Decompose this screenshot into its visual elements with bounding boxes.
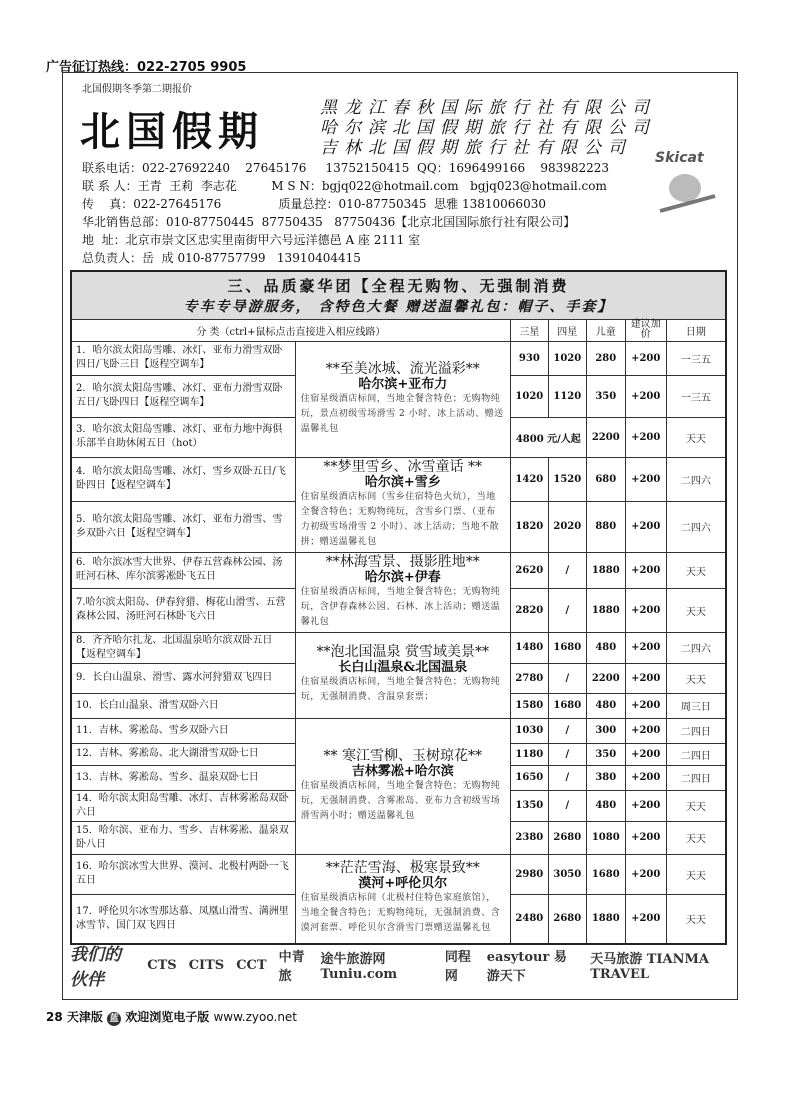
route-name[interactable]: 12．吉林、雾凇岛、北大湖滑雪双卧七日 — [71, 743, 295, 765]
description-route: 漠河+呼伦贝尔 — [358, 876, 448, 892]
price-child: 1880 — [586, 894, 625, 944]
edition-badge-icon: 蓝 — [107, 1012, 121, 1026]
skicat-mascot-icon: Skicat — [655, 150, 730, 220]
route-name[interactable]: 1．哈尔滨太阳岛雪雕、冰灯、亚布力滑雪双卧四日/飞卧三日【返程空调车】 — [71, 341, 295, 375]
departure-dates: 二四日 — [666, 743, 726, 765]
price-markup: +200 — [625, 894, 666, 944]
price-three-star: 2780 — [510, 663, 548, 693]
price-markup: +200 — [625, 552, 666, 589]
price-four-star: 1680 — [548, 693, 586, 718]
partner-logo-tuniu: 途牛旅游网 Tuniu.com — [320, 952, 398, 982]
price-markup: +200 — [625, 693, 666, 718]
price-child: 1080 — [586, 821, 625, 854]
price-child: 280 — [586, 341, 625, 375]
description-route: 哈尔滨+伊春 — [364, 569, 441, 585]
price-markup: +200 — [625, 501, 666, 552]
header-three-star: 三星 — [510, 319, 548, 341]
description-title: **梦里雪乡、冰雪童话 ** — [323, 458, 482, 475]
price-three-star: 1580 — [510, 693, 548, 718]
price-four-star: 1680 — [548, 632, 586, 663]
price-four-star: / — [548, 765, 586, 790]
partner-logo-tianma: 天马旅游 TIANMA TRAVEL — [590, 952, 709, 982]
price-child: 300 — [586, 718, 625, 743]
price-child: 1880 — [586, 552, 625, 589]
price-four-star: 2680 — [548, 821, 586, 854]
price-child: 350 — [586, 375, 625, 417]
price-three-star: 1030 — [510, 718, 548, 743]
company-name: 吉林北国假期旅行社有限公司 — [320, 138, 632, 158]
price-child: 680 — [586, 457, 625, 501]
price-markup: +200 — [625, 457, 666, 501]
price-three-star: 2380 — [510, 821, 548, 854]
table-row[interactable] — [71, 457, 726, 501]
price-markup: +200 — [625, 632, 666, 663]
description-route: 哈尔滨+亚布力 — [358, 376, 448, 392]
price-child: 1680 — [586, 854, 625, 894]
contact-fax: 传 真：022-27645176 质量总控：010-87750345 思雅 13810066030 — [82, 197, 546, 211]
price-three-star: 1020 — [510, 375, 548, 417]
price-four-star: / — [548, 552, 586, 589]
departure-dates: 天天 — [666, 663, 726, 693]
partner-logo-cyts: 中青旅 — [278, 950, 305, 984]
price-child: 2200 — [586, 663, 625, 693]
price-three-four-star: 4800 元/人起 — [510, 417, 586, 457]
description-detail: 住宿星级酒店标间，当地全餐含特色；无购物纯玩，无强制消费、含温泉套票； — [300, 677, 501, 702]
route-name[interactable]: 16．哈尔滨冰雪大世界、漠河、北极村两卧一飞五日 — [71, 854, 295, 894]
departure-dates: 二四六 — [666, 501, 726, 552]
price-four-star: / — [548, 718, 586, 743]
price-four-star: 1020 — [548, 341, 586, 375]
route-description — [295, 718, 510, 854]
price-markup: +200 — [625, 417, 666, 457]
price-three-star: 1350 — [510, 790, 548, 821]
departure-dates: 天天 — [666, 417, 726, 457]
partner-logo-easytour: easytour 易游天下 — [486, 950, 567, 984]
description-route: 哈尔滨+雪乡 — [364, 474, 441, 490]
price-three-star: 2480 — [510, 894, 548, 944]
section-banner: 三、品质豪华团【全程无购物、无强制消费 专车专导游服务， 含特色大餐 赠送温馨礼包：帽子、手套】 — [71, 271, 726, 319]
route-description — [295, 552, 510, 632]
price-markup: +200 — [625, 821, 666, 854]
partner-logo-tongcheng: 同程网 — [444, 950, 471, 984]
departure-dates: 二四日 — [666, 718, 726, 743]
description-title: **茫茫雪海、极寒景致** — [325, 860, 480, 877]
price-markup: +200 — [625, 663, 666, 693]
partner-logo-cct: CCT — [236, 957, 267, 973]
sales-hq: 华北销售总部：010-87750445 87750435 87750436【北京北国国际旅行社有限公司】 — [82, 215, 576, 229]
departure-dates: 天天 — [666, 589, 726, 632]
route-name[interactable]: 15．哈尔滨、亚布力、雪乡、吉林雾凇、温泉双卧八日 — [71, 821, 295, 854]
company-name: 黑龙江春秋国际旅行社有限公司 — [320, 98, 656, 118]
table-header — [71, 319, 726, 341]
price-child: 480 — [586, 790, 625, 821]
price-markup: +200 — [625, 718, 666, 743]
departure-dates: 周三日 — [666, 693, 726, 718]
price-child: 2200 — [586, 417, 625, 457]
price-four-star: 1520 — [548, 457, 586, 501]
website-link[interactable]: www.zyoo.net — [213, 1010, 298, 1024]
route-name[interactable]: 13．吉林、雾凇岛、雪乡、温泉双卧七日 — [71, 765, 295, 790]
ad-hotline: 广告征订热线：022-2705 9905 — [46, 60, 247, 75]
description-title: ** 寒江雪柳、玉树琼花** — [323, 747, 482, 764]
price-four-star: 3050 — [548, 854, 586, 894]
header-category: 分 类（ctrl+鼠标点击直接进入相应线路） — [71, 319, 510, 341]
price-child: 880 — [586, 501, 625, 552]
page-footer — [46, 1008, 297, 1026]
route-name[interactable]: 5．哈尔滨太阳岛雪雕、冰灯、亚布力滑雪、雪乡双卧六日【返程空调车】 — [71, 501, 295, 552]
address: 地 址：北京市崇文区忠实里南街甲六号远洋德邑 A 座 2111 室 — [82, 233, 421, 247]
description-title: **至美冰城、流光溢彩** — [325, 360, 480, 377]
departure-dates: 天天 — [666, 821, 726, 854]
price-markup: +200 — [625, 854, 666, 894]
company-list — [320, 98, 656, 158]
route-name[interactable]: 9．长白山温泉、滑雪、露水河狩猎双飞四日 — [71, 663, 295, 693]
departure-dates: 天天 — [666, 790, 726, 821]
route-name[interactable]: 10．长白山温泉、滑雪双卧六日 — [71, 693, 295, 718]
price-four-star: 2680 — [548, 894, 586, 944]
description-title: **泡北国温泉 赏雪域美景** — [316, 644, 489, 660]
header-child: 儿童 — [586, 319, 625, 341]
description-detail: 住宿星级酒店标间（雪乡住宿特色火炕），当地全餐含特色；无购物纯玩，含雪乡门票、（亚布力初级雪场滑雪 2 小时）、冰上活动；当地不散拼；赠送温馨礼包 — [300, 491, 500, 547]
header-four-star: 四星 — [548, 319, 586, 341]
partner-logo-cts: CTS — [147, 957, 177, 973]
contact-phone: 联系电话：022-27692240 27645176 13752150415 QQ：1696499166 983982223 — [82, 161, 610, 175]
table-row[interactable] — [71, 718, 726, 743]
price-child: 480 — [586, 632, 625, 663]
price-three-star: 1650 — [510, 765, 548, 790]
table-row[interactable] — [71, 854, 726, 894]
price-four-star: / — [548, 663, 586, 693]
price-markup: +200 — [625, 589, 666, 632]
price-three-star: 930 — [510, 341, 548, 375]
price-four-star: / — [548, 589, 586, 632]
price-three-star: 2620 — [510, 552, 548, 589]
price-four-star: / — [548, 743, 586, 765]
partner-logo-cits: CITS — [188, 957, 225, 973]
manager: 总负责人：岳 成 010-87757799 13910404415 — [82, 251, 361, 265]
contact-info — [82, 159, 609, 267]
subtitle: 北国假期冬季第二期报价 — [82, 84, 192, 95]
departure-dates: 二四日 — [666, 765, 726, 790]
price-child: 380 — [586, 765, 625, 790]
price-three-star: 1480 — [510, 632, 548, 663]
route-name[interactable]: 2．哈尔滨太阳岛雪雕、冰灯、亚布力滑雪双卧五日/飞卧四日【返程空调车】 — [71, 375, 295, 417]
description-detail: 住宿星级酒店标间，当地全餐含特色；无购物纯玩，景点初级雪场滑雪 2 小时、冰上活动、赠送温馨礼包 — [300, 393, 504, 434]
departure-dates: 一三五 — [666, 375, 726, 417]
page-number: 28 天津版 — [46, 1010, 103, 1024]
price-markup: +200 — [625, 790, 666, 821]
description-detail: 住宿星级酒店标间，当地全餐含特色；无购物纯玩，无强制消费、含雾凇岛、亚布力含初级雪场滑雪两小时；赠送温馨礼包 — [300, 780, 501, 821]
description-route: 吉林雾凇+哈尔滨 — [351, 763, 454, 779]
partners-label: 我们的伙伴 — [70, 945, 121, 990]
route-name[interactable]: 3．哈尔滨太阳岛雪雕、冰灯、亚布力地中海俱乐部半自助休闲五日（hot） — [71, 417, 295, 457]
partners-strip — [70, 940, 730, 990]
price-markup: +200 — [625, 375, 666, 417]
price-four-star: 2020 — [548, 501, 586, 552]
company-name: 哈尔滨北国假期旅行社有限公司 — [320, 118, 656, 138]
header-markup: 建议加价 — [625, 319, 666, 341]
departure-dates: 二四六 — [666, 632, 726, 663]
departure-dates: 天天 — [666, 552, 726, 589]
price-child: 1880 — [586, 589, 625, 632]
route-name[interactable]: 11．吉林、雾凇岛、雪乡双卧六日 — [71, 718, 295, 743]
description-detail: 住宿星级酒店标间，当地全餐含特色；无购物纯玩，含伊春森林公园、石林、冰上活动；赠送温馨礼包 — [300, 586, 501, 627]
route-name[interactable]: 8．齐齐哈尔扎龙、北国温泉哈尔滨双卧五日【返程空调车】 — [71, 632, 295, 663]
tour-price-table — [70, 270, 727, 945]
price-three-star: 1820 — [510, 501, 548, 552]
route-name[interactable]: 4．哈尔滨太阳岛雪雕、冰灯、雪乡双卧五日/飞卧四日【返程空调车】 — [71, 457, 295, 501]
description-route: 长白山温泉&北国温泉 — [338, 660, 468, 675]
route-description — [295, 854, 510, 944]
table-row[interactable] — [71, 552, 726, 589]
route-name[interactable]: 14．哈尔滨太阳岛雪雕、冰灯、吉林雾凇岛双卧六日 — [71, 790, 295, 821]
departure-dates: 天天 — [666, 854, 726, 894]
route-name[interactable]: 7.哈尔滨太阳岛、伊春狩猎、梅花山滑雪、五营森林公园、汤旺河石林卧飞六日 — [71, 589, 295, 632]
route-description — [295, 457, 510, 552]
price-markup: +200 — [625, 743, 666, 765]
route-name[interactable]: 6．哈尔滨冰雪大世界、伊春五营森林公园、汤旺河石林、库尔滨雾凇卧飞五日 — [71, 552, 295, 589]
footer-text: 欢迎浏览电子版 — [125, 1010, 210, 1024]
price-child: 350 — [586, 743, 625, 765]
price-four-star: 1120 — [548, 375, 586, 417]
route-name[interactable]: 17．呼伦贝尔冰雪那达慕、凤凰山滑雪、满洲里冰雪节、国门双飞四日 — [71, 894, 295, 944]
table-row[interactable] — [71, 341, 726, 375]
price-three-star: 1420 — [510, 457, 548, 501]
description-detail: 住宿星级酒店标间（北极村住特色家庭旅馆），当地全餐含特色；无购物纯玩，无强制消费、含漠河套票、呼伦贝尔含滑雪门票赠送温馨礼包 — [300, 893, 501, 934]
brand-logo: 北国假期 — [80, 108, 264, 155]
header-dates: 日期 — [666, 319, 726, 341]
price-three-star: 2820 — [510, 589, 548, 632]
price-markup: +200 — [625, 341, 666, 375]
departure-dates: 天天 — [666, 894, 726, 944]
table-row[interactable] — [71, 632, 726, 663]
price-four-star: / — [548, 790, 586, 821]
price-child: 480 — [586, 693, 625, 718]
route-description — [295, 632, 510, 718]
contact-people: 联 系 人：王青 王莉 李志花 M S N：bgjq022@hotmail.com bgjq023@hotmail.com — [82, 179, 607, 193]
price-markup: +200 — [625, 765, 666, 790]
price-three-star: 1180 — [510, 743, 548, 765]
description-title: **林海雪景、摄影胜地** — [325, 553, 480, 570]
departure-dates: 一三五 — [666, 341, 726, 375]
route-description — [295, 341, 510, 457]
departure-dates: 二四六 — [666, 457, 726, 501]
price-three-star: 2980 — [510, 854, 548, 894]
